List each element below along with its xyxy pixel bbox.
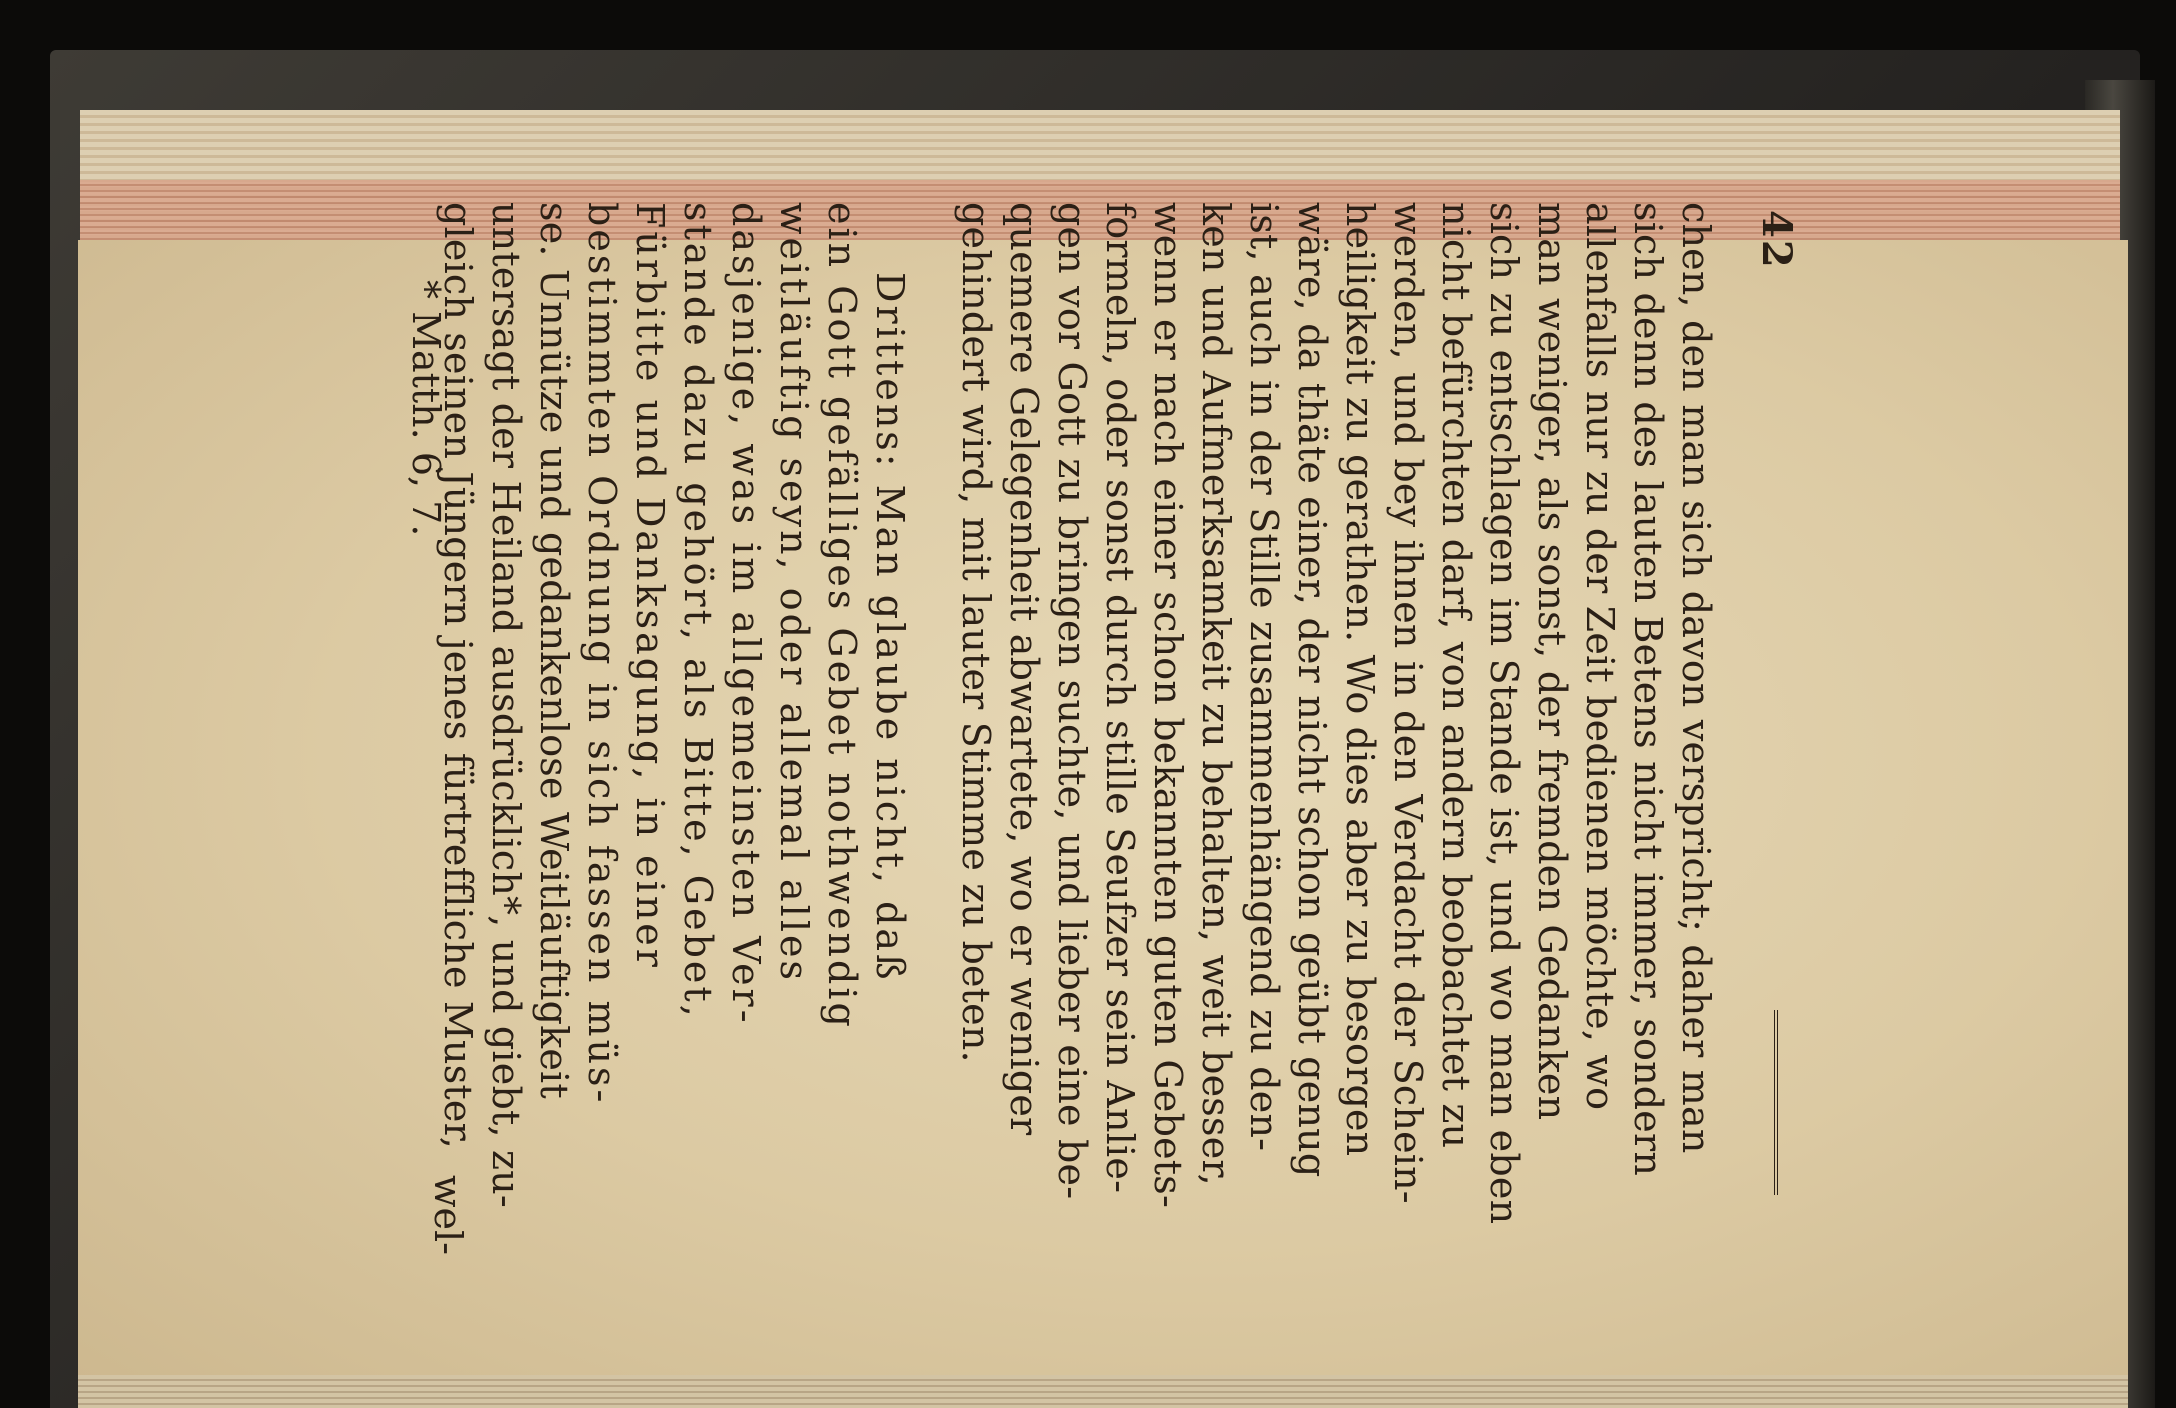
- page-number: 42: [1753, 210, 1800, 270]
- text-line: heiligkeit zu gerathen. Wo dies aber zu besorgen: [1338, 202, 1382, 1157]
- text-line: Drittens: Man glaube nicht, daß: [868, 272, 912, 983]
- text-line: Fürbitte und Danksagung, in einer: [628, 202, 672, 970]
- text-line: weitläuftig seyn, oder allemal alles: [772, 202, 816, 983]
- page-text-rotated: [270, 190, 1870, 1290]
- text-line: ist, auch in der Stille zusammenhängend zu den-: [1242, 202, 1286, 1152]
- text-line: allenfalls nur zu der Zeit bedienen möchte, wo: [1578, 202, 1622, 1111]
- text-line: se. Unnütze und gedankenlose Weitläuftigkeit: [532, 202, 576, 1099]
- text-line: ken und Aufmerksamkeit zu behalten, weit besser,: [1194, 202, 1238, 1186]
- footnote: * Matth. 6, 7.: [404, 280, 448, 537]
- text-line: stande dazu gehört, als Bitte, Gebet,: [676, 202, 720, 1020]
- catchword: wel-: [426, 1175, 470, 1256]
- paragraph-2: [434, 202, 914, 1302]
- text-line: werden, und bey ihnen in den Verdacht der Schein-: [1386, 202, 1430, 1204]
- text-line: sich denn des lauten Betens nicht immer, sondern: [1626, 202, 1670, 1177]
- page-edges-bottom: [78, 1375, 2128, 1408]
- text-line: chen, den man sich davon verspricht; daher man: [1674, 202, 1718, 1154]
- body-text: [434, 202, 1720, 1302]
- text-line: wenn er nach einer schon bekannten guten Gebets-: [1146, 202, 1190, 1209]
- header-rule: [1766, 1010, 1778, 1195]
- text-line: nicht befürchten darf, von andern beobachtet zu: [1434, 202, 1478, 1149]
- text-line: quemere Gelegenheit abwartete, wo er weniger: [1002, 202, 1046, 1136]
- text-line: gleich seinen Jüngern jenes fürtreffliche Muster,: [436, 202, 480, 1150]
- text-line: dasjenige, was im allgemeinsten Ver-: [724, 202, 768, 1026]
- text-line: untersagt der Heiland ausdrücklich*, und giebt, zu-: [484, 202, 528, 1208]
- text-line: man weniger, als sonst, der fremden Gedanken: [1530, 202, 1574, 1121]
- text-line: gehindert wird, mit lauter Stimme zu beten.: [954, 202, 998, 1063]
- text-line: sich zu entschlagen im Stande ist, und wo man eben: [1482, 202, 1526, 1225]
- text-line: bestimmten Ordnung in sich fassen müs-: [580, 202, 624, 1106]
- text-line: ein Gott gefälliges Gebet nothwendig: [820, 202, 864, 1030]
- text-line: formeln, oder sonst durch stille Seufzer sein Anlie-: [1098, 202, 1142, 1194]
- text-line: gen vor Gott zu bringen suchte, und lieber eine be-: [1050, 202, 1094, 1200]
- paragraph-1: [952, 202, 1720, 1302]
- text-line: wäre, da thäte einer, der nicht schon geübt genug: [1290, 202, 1334, 1178]
